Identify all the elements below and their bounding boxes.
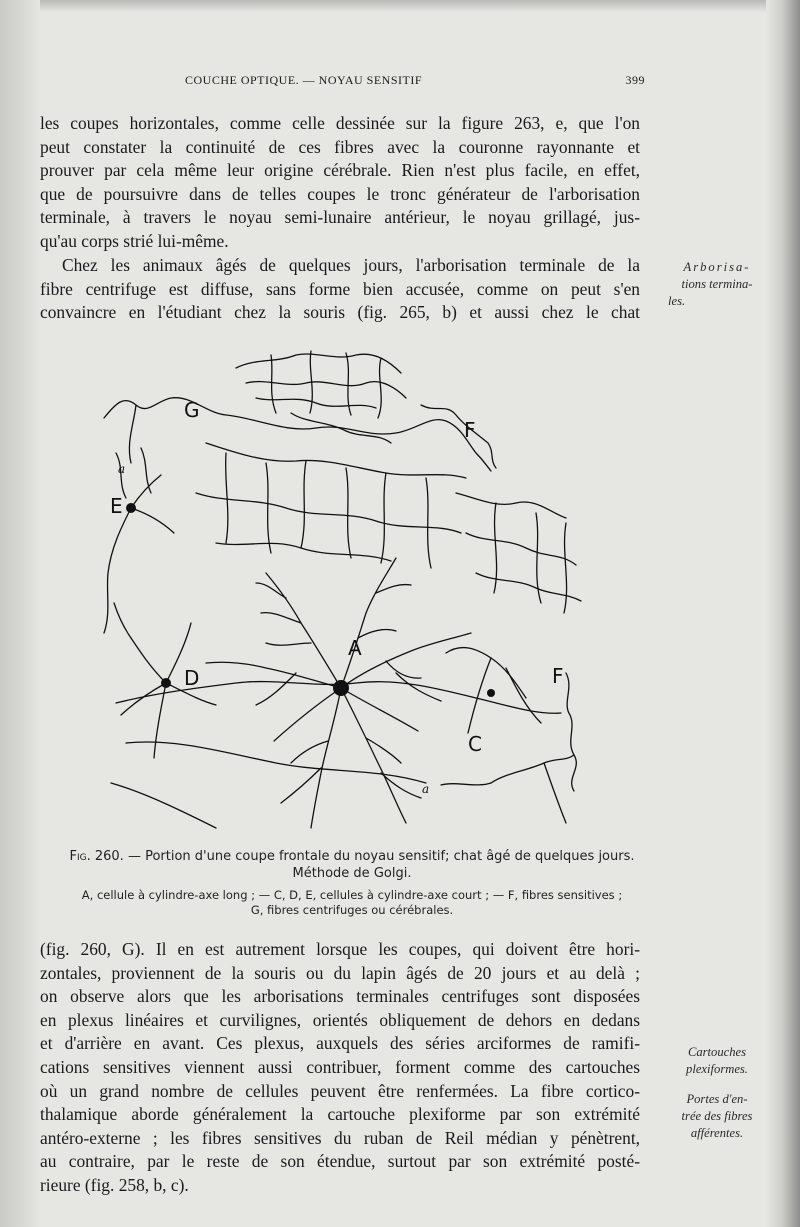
- figure-label-c: C: [468, 732, 482, 756]
- golgi-neuron-figure: [96, 343, 596, 833]
- figure-caption: [52, 848, 652, 882]
- figure-label-f-top: F: [464, 418, 476, 442]
- figure-label-f-right: F: [552, 664, 564, 688]
- margin-note-line: afférentes.: [690, 1126, 744, 1140]
- text-line: où un grand nombre de cellules peuvent être renfermées. La fibre cortico-: [40, 1080, 640, 1101]
- text-line: cations sensitives viennent aussi contribuer, forment comme des cartouches: [40, 1056, 640, 1077]
- paragraph-1: [40, 112, 640, 254]
- cell-body-a: [333, 680, 349, 696]
- cell-body-d: [161, 678, 171, 688]
- legend-line: G, fibres centrifuges ou cérébrales.: [250, 903, 454, 917]
- margin-note-line: Cartouches: [687, 1045, 747, 1059]
- margin-note-arborisations: [662, 259, 772, 310]
- figure-label-a-small-2: a: [422, 782, 430, 796]
- text-line: thalamique aborde généralement la cartouche plexiforme par son extrémité: [40, 1104, 640, 1125]
- page-right-shadow: [766, 0, 800, 1227]
- margin-note-line: plexiformes.: [686, 1062, 748, 1076]
- caption-title-line: [52, 848, 652, 865]
- text-line: zontales, proviennent de la souris ou du lapin âgés de 20 jours et au delà ;: [40, 962, 640, 983]
- text-line: on observe alors que les arborisations terminales centrifuges sont disposées: [40, 986, 640, 1007]
- text-line: Chez les animaux âgés de quelques jours, l'arborisation terminale de la: [62, 255, 640, 275]
- figure-fibers: [104, 351, 581, 828]
- margin-note-line: Portes d'en-: [686, 1092, 748, 1106]
- cell-body-e: [126, 503, 136, 513]
- figure-label-a-small-1: a: [118, 462, 126, 476]
- legend-line: A, cellule à cylindre-axe long ; — C, D, E, cellules à cylindre-axe court ; — F, fibres sensitives ;: [81, 888, 623, 902]
- margin-note-cartouches: [662, 1044, 772, 1078]
- paragraph-2: [40, 254, 640, 325]
- figure-label-g: G: [184, 398, 200, 422]
- page-top-shadow: [0, 0, 800, 12]
- text-line: (fig. 260, G). Il en est autrement lorsque les coupes, qui doivent être hori-: [40, 939, 640, 959]
- running-title: COUCHE OPTIQUE. — NOYAU SENSITIF: [185, 73, 423, 87]
- text-line: peut constater la continuité de ces fibres avec la couronne rayonnante et: [40, 136, 640, 157]
- text-line: prouver par cela même leur origine cérébrale. Rien n'est plus facile, en effet,: [40, 160, 640, 181]
- margin-note-line: trée des fibres: [681, 1109, 753, 1123]
- cell-bodies: [126, 503, 495, 697]
- caption-method: Méthode de Golgi.: [292, 866, 412, 881]
- caption-title: — Portion d'une coupe frontale du noyau sensitif; chat âgé de quelques jours.: [123, 849, 635, 864]
- page-number: 399: [625, 73, 645, 87]
- text-line: au contraire, par le reste de son étendue, surtout par son extrémité posté-: [40, 1151, 640, 1172]
- margin-note-portes: [662, 1091, 772, 1142]
- figure-label-e: E: [110, 494, 123, 518]
- text-line: fibre centrifuge est diffuse, sans forme bien accusée, comme on peut s'en: [40, 278, 640, 299]
- caption-lead: Fig. 260.: [69, 849, 124, 864]
- text-line: terminale, à travers le noyau semi-lunaire antérieur, le noyau grillagé, jus-: [40, 207, 640, 228]
- text-line: qu'au corps strié lui-même.: [40, 230, 229, 251]
- figure-label-d: D: [184, 666, 200, 690]
- page-left-shadow: [0, 0, 40, 1227]
- paragraph-3: [40, 938, 640, 1198]
- figure-label-a: A: [348, 636, 362, 660]
- text-line: rieure (fig. 258, b, c).: [40, 1174, 189, 1195]
- text-line: les coupes horizontales, comme celle dessinée sur la figure 263, e, que l'on: [40, 113, 640, 133]
- text-line: convaincre en l'étudiant chez la souris (fig. 265, b) et aussi chez le chat: [40, 302, 640, 323]
- text-line: en plexus linéaires et curvilignes, orientés obliquement de dehors en dedans: [40, 1009, 640, 1030]
- margin-note-line: les.: [668, 294, 686, 308]
- margin-note-line: tions termina-: [681, 277, 753, 291]
- text-line: que de poursuivre dans de telles coupes le tronc générateur de l'arborisation: [40, 183, 640, 204]
- figure-legend: [52, 888, 652, 918]
- text-line: et d'arrière en avant. Ces plexus, auxquels des séries arciformes de ramifi-: [40, 1033, 640, 1054]
- cell-body-c: [487, 689, 495, 697]
- text-line: antéro-externe ; les fibres sensitives du ruban de Reil médian y pénètrent,: [40, 1127, 640, 1148]
- margin-note-line: Arborisa-: [683, 260, 751, 274]
